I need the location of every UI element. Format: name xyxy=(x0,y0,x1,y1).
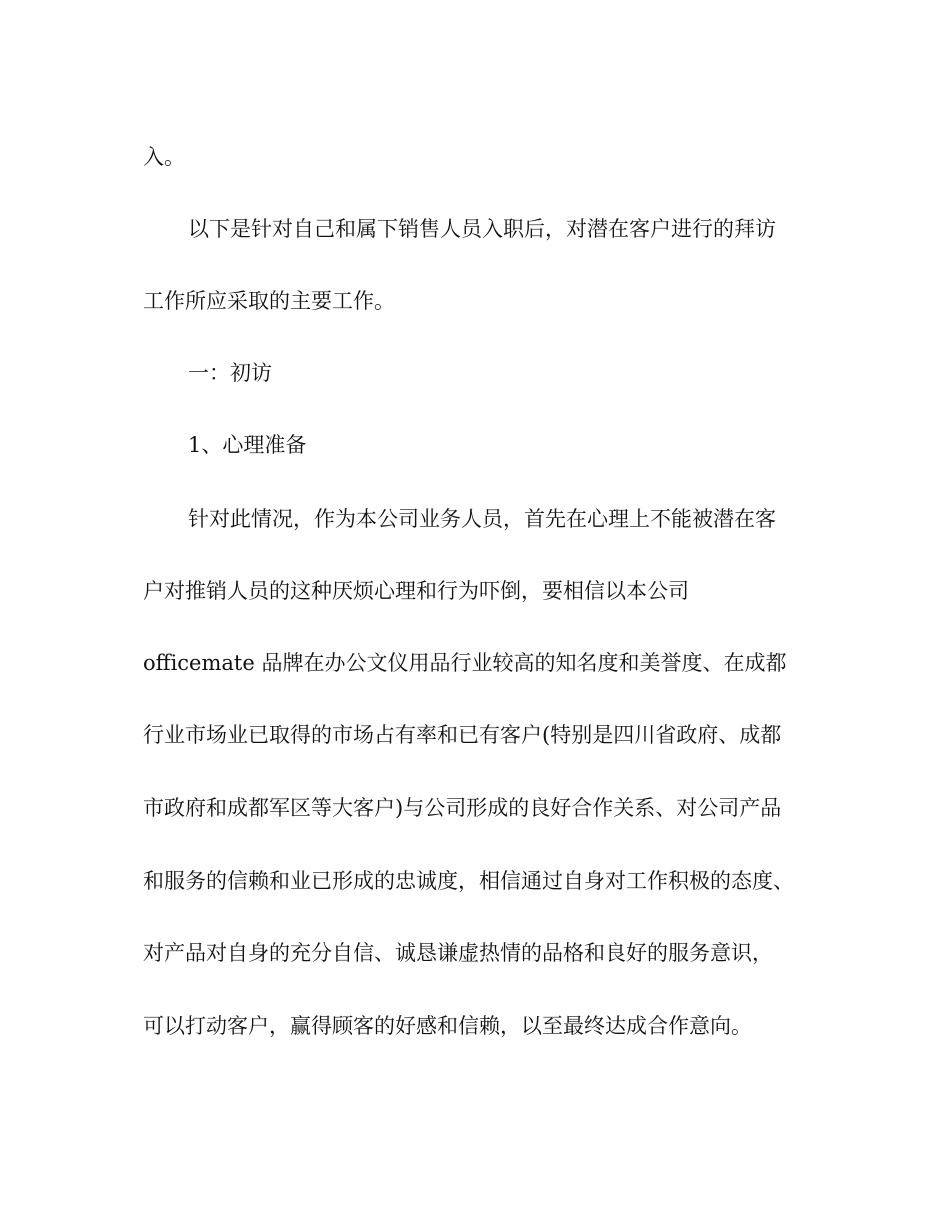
paragraph-line-continuation: 入。 xyxy=(143,145,185,169)
subsection-heading: 1、心理准备 xyxy=(188,433,307,457)
paragraph-line: 可以打动客户，赢得顾客的好感和信赖，以至最终达成合作意向。 xyxy=(143,1014,752,1038)
paragraph-line: officemate 品牌在办公文仪用品行业较高的知名度和美誉度、在成都 xyxy=(143,651,787,675)
paragraph-line: 户对推销人员的这种厌烦心理和行为吓倒，要相信以本公司 xyxy=(143,579,689,603)
paragraph-line: 和服务的信赖和业已形成的忠诚度，相信通过自身对工作积极的态度、 xyxy=(143,869,794,893)
section-heading: 一：初访 xyxy=(188,361,272,385)
paragraph-line: 行业市场业已取得的市场占有率和已有客户(特别是四川省政府、成都 xyxy=(143,723,782,747)
paragraph-line: 对产品对自身的充分自信、诚恳谦虚热情的品格和良好的服务意识， xyxy=(143,941,773,965)
paragraph-line: 针对此情况，作为本公司业务人员，首先在心理上不能被潜在客 xyxy=(188,507,776,531)
paragraph-line: 市政府和成都军区等大客户)与公司形成的良好合作关系、对公司产品 xyxy=(143,796,782,820)
paragraph-line: 工作所应采取的主要工作。 xyxy=(143,289,395,313)
paragraph-line: 以下是针对自己和属下销售人员入职后，对潜在客户进行的拜访 xyxy=(188,217,776,241)
